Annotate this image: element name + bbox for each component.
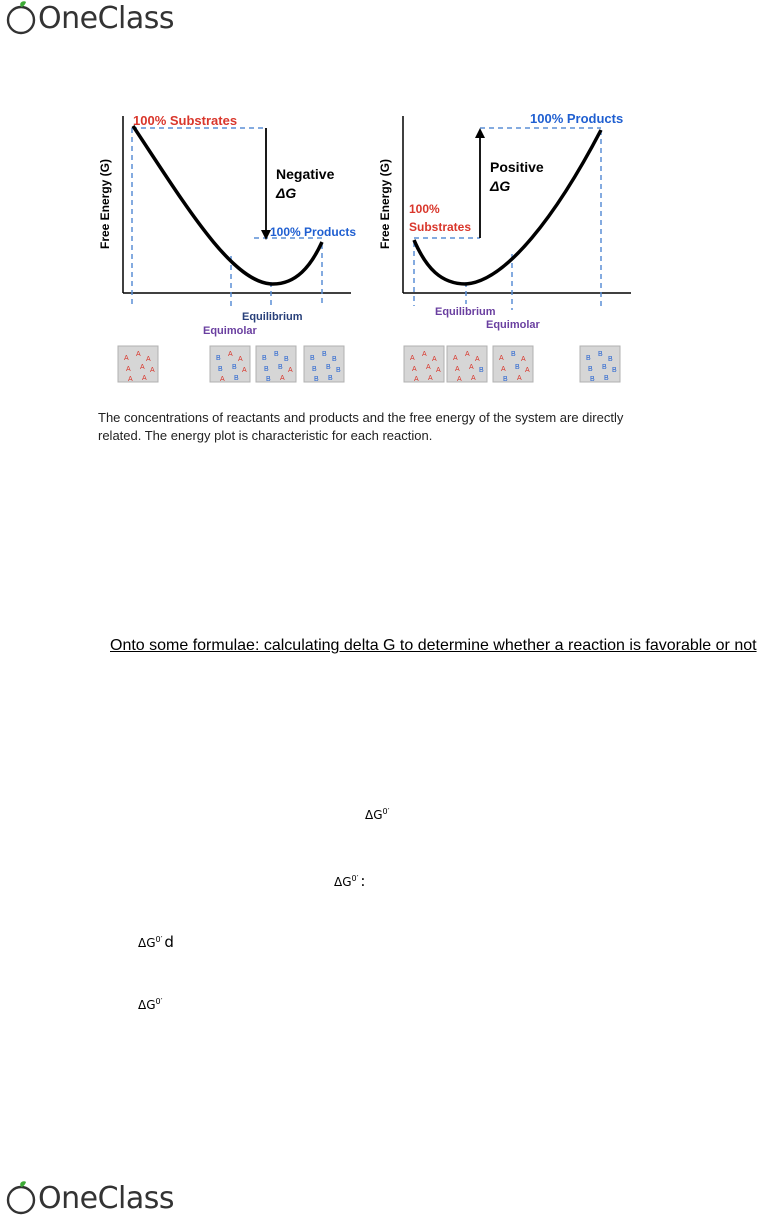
oneclass-logo-footer [2,1180,174,1218]
molecule-letter: B [278,364,283,371]
molecule-letter: B [511,351,516,358]
molecule-letter: B [336,367,341,374]
right-delta-arrow-head [475,128,485,138]
molecule-letter: A [142,375,147,382]
molecule-letter: A [469,364,474,371]
molecule-letter: B [515,364,520,371]
oneclass-logo [2,0,174,38]
molecule-letter: A [140,364,145,371]
molecule-letter: A [521,356,526,363]
molecule-letter: A [128,376,133,383]
oneclass-o-leaf-icon [2,1180,40,1218]
molecule-letter: B [588,366,593,373]
right-start-label-line2: Substrates [409,220,472,234]
right-delta-symbol: ΔG [490,178,511,194]
right-end-label: 100% Products [530,111,624,126]
molecule-letter: A [422,351,427,358]
molecule-letter: A [124,355,129,362]
molecule-letter: A [280,375,285,382]
molecule-letter: B [284,356,289,363]
molecule-letter: B [328,375,333,382]
right-molecule-boxes [404,346,620,383]
molecule-letter: A [471,375,476,382]
free-energy-figure [96,106,636,406]
molecule-letter: B [326,364,331,371]
section-heading: Onto some formulae: calculating delta G to determine whether a reaction is favorable or not [110,637,757,654]
molecule-letter: A [525,367,530,374]
molecule-letter: B [604,375,609,382]
molecule-letter: A [428,375,433,382]
molecule-letter: A [517,375,522,382]
molecule-letter: A [475,356,480,363]
delta-g-text: ΔG [138,936,156,950]
molecule-letter: B [590,376,595,383]
molecule-letter: B [598,351,603,358]
molecule-letter: A [501,366,506,373]
colon-text: : [360,872,366,890]
left-end-label: 100% Products [270,225,357,239]
delta-g-text: ΔG [138,998,156,1012]
molecule-letter: B [310,355,315,362]
prime-superscript: 0′ [382,807,390,816]
right-energy-plot [378,111,631,383]
prime-superscript: 0′ [351,874,359,883]
oneclass-wordmark: OneClass [38,1181,175,1216]
molecule-letter: B [218,366,223,373]
molecule-letter: B [312,366,317,373]
right-equilibrium-label: Equilibrium [435,306,496,318]
delta-g-text: ΔG [365,808,383,822]
molecule-letter: B [332,356,337,363]
figure-caption: The concentrations of reactants and products and the free energy of the system are directly related. The energy plot is characteristic for each reaction. [98,410,624,443]
molecule-letter: A [412,366,417,373]
molecule-letter: A [432,356,437,363]
molecule-letter: A [238,356,243,363]
right-energy-curve [414,130,601,284]
molecule-letter: A [126,366,131,373]
molecule-letter: A [426,364,431,371]
molecule-letter: A [465,351,470,358]
molecule-letter: B [216,355,221,362]
molecule-letter: A [288,367,293,374]
molecule-letter: A [453,355,458,362]
molecule-letter: A [455,366,460,373]
right-delta-sign: Positive [490,159,544,175]
molecule-letter: B [264,366,269,373]
left-equimolar-label: Equimolar [203,325,257,337]
molecule-letter: A [150,367,155,374]
delta-g-standard-symbol-2 [334,872,365,890]
molecule-letter: B [612,367,617,374]
oneclass-o-leaf-icon [2,0,40,38]
molecule-letter: B [503,376,508,383]
molecule-letter: A [242,367,247,374]
molecule-letter: B [479,367,484,374]
left-molecule-boxes [118,346,344,383]
d-text: d [164,933,174,951]
right-y-axis-label: Free Energy (G) [378,158,392,250]
molecule-letter: B [234,375,239,382]
molecule-letter: B [232,364,237,371]
delta-g-standard-symbol-4 [138,997,162,1012]
molecule-letter: B [262,355,267,362]
molecule-letter: A [457,376,462,383]
molecule-letter: A [436,367,441,374]
molecule-letter: B [586,355,591,362]
prime-superscript: 0′ [155,997,163,1006]
left-y-axis-label: Free Energy (G) [98,158,112,250]
molecule-letter: B [608,356,613,363]
left-delta-sign: Negative [276,166,335,182]
molecule-letter: A [146,356,151,363]
left-equilibrium-label: Equilibrium [242,311,303,323]
molecule-letter: B [602,364,607,371]
right-equimolar-label: Equimolar [486,319,540,331]
left-start-label: 100% Substrates [133,113,238,128]
molecule-letter: B [266,376,271,383]
molecule-letter: A [136,351,141,358]
delta-g-text: ΔG [334,875,352,889]
right-start-label-line1: 100% [409,202,440,216]
molecule-letter: B [314,376,319,383]
prime-superscript: 0′ [155,935,163,944]
molecule-letter: B [274,351,279,358]
oneclass-wordmark: OneClass [38,1,175,36]
left-delta-symbol: ΔG [276,185,297,201]
molecule-letter: A [220,376,225,383]
delta-g-standard-symbol-3 [138,933,174,951]
left-energy-curve [133,126,322,284]
molecule-letter: A [499,355,504,362]
molecule-letter: A [228,351,233,358]
molecule-letter: A [410,355,415,362]
molecule-letter: B [322,351,327,358]
left-energy-plot [98,113,356,383]
molecule-letter: A [414,376,419,383]
delta-g-standard-symbol-1 [365,807,389,822]
